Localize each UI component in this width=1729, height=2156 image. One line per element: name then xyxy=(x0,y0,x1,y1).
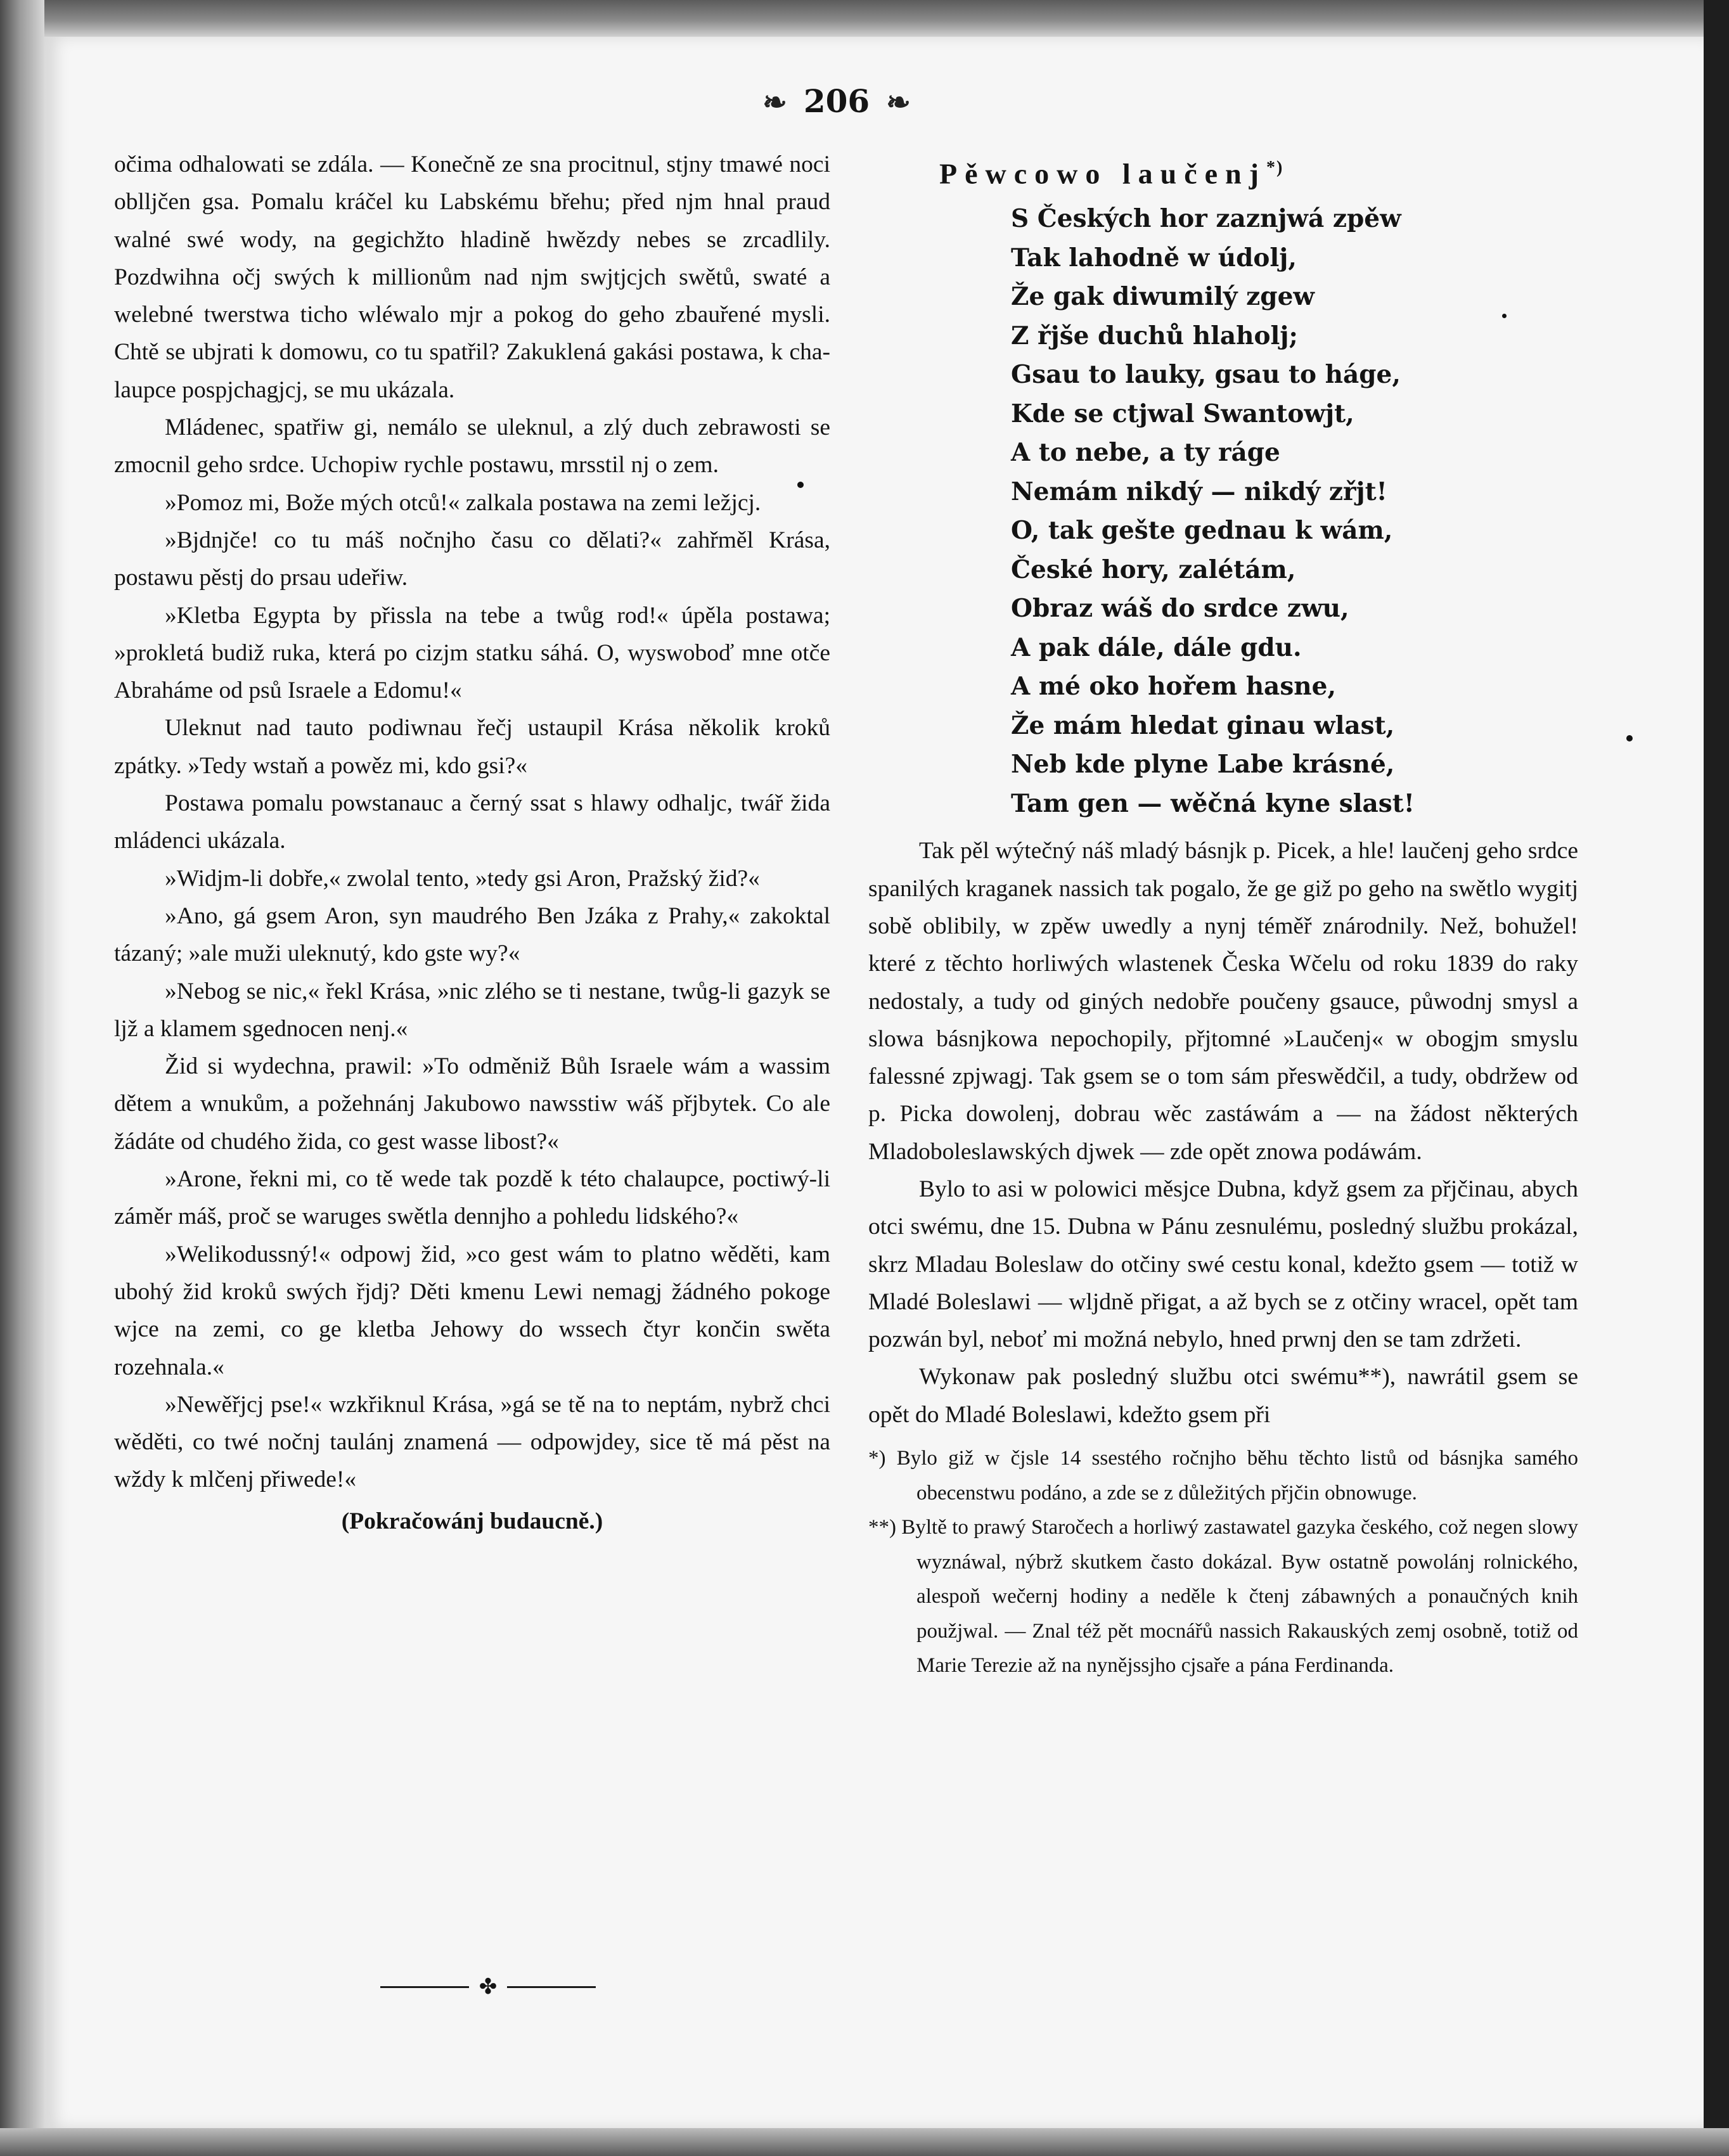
poem-line: Tam gen — wěčná kyne slast! xyxy=(1011,788,1415,818)
left-paragraph: Uleknut nad tauto podiwnau řečj ustaupil Krása několik kroků zpátky. »Tedy wstaň a powěz mi, kdo gsi?« xyxy=(114,715,830,779)
right-prose xyxy=(868,832,1578,1434)
left-paragraph: »Nebog se nic,« řekl Krása, »nic zlého se ti nestane, twůg-li gazyk se ljž a klamem sgednocen nenj.« xyxy=(114,978,830,1042)
poem-line: A pak dále, dále gdu. xyxy=(1011,632,1302,662)
left-paragraph: »Widjm-li dobře,« zwolal tento, »tedy gsi Aron, Pražský žid?« xyxy=(165,865,760,892)
poem-title-footnote-mark: *) xyxy=(1266,158,1284,177)
header-ornament-left-icon: ❧ xyxy=(762,85,787,119)
scan-border-bottom xyxy=(0,2128,1729,2156)
poem-line: Gsau to lauky, gsau to háge, xyxy=(1011,360,1401,390)
continuation-note: (Pokračowánj budaucně.) xyxy=(341,1508,603,1534)
poem-line: O, tak gešte gednau k wám, xyxy=(1011,516,1393,546)
poem-line: S Českých hor zaznjwá zpěw xyxy=(1011,204,1401,234)
left-paragraph: očima odhalowati se zdála. — Konečně ze sna procitnul, stjny tmawé noci oblljčen gsa. Pomalu kráčel ku Labskému břehu; před njm hnal praud walné swé wody, na gegichžto hladině hwězdy nebes se zrcadlily. Pozdwihna očj swých k millionům nad njm swjtjcjch swětů, swaté a welebné twerstwa ticho wléwalo mjr a pokog do geho zbauřené mysli. Chtě se ubjrati k domowu, co tu spatřil? Zakuklená gakási postawa, k chalaupce pospjchagjcj, se mu ukázala. xyxy=(114,151,830,403)
left-paragraph: »Welikodussný!« odpowj žid, »co gest wám to platno wěděti, kam ubohý žid kroků swých řjdj? Děti kmenu Lewi nemagj žádného pokoge wjce na zemi, co ge kletba Jehowy do wssech čtyr končin swěta rozehnala.« xyxy=(114,1241,830,1380)
right-column xyxy=(868,146,1578,2034)
left-paragraph: »Bjdnjče! co tu máš nočnjho času co dělati?« zahřměl Krása, postawu pěstj do prsau udeřiw. xyxy=(114,527,830,591)
footnote xyxy=(868,1441,1578,1510)
left-paragraph: »Kletba Egypta by přissla na tebe a twůg rod!« úpěla postawa; »prokletá budiž ruka, která po cizjm statku sáhá. O, wyswoboď mne otče Abraháme od psů Israele a Edomu!« xyxy=(114,602,830,704)
tailpiece-rule-left xyxy=(380,1986,469,1988)
ink-speck xyxy=(1626,735,1633,741)
poem-line: Z řjše duchů hlaholj; xyxy=(1011,321,1298,350)
left-column xyxy=(114,146,830,2034)
footnote-mark: *) xyxy=(868,1447,886,1470)
poem-line: České hory, zalétám, xyxy=(1011,555,1296,584)
footnote-text: Bylo giž w čjsle 14 ssestého ročnjho běhu těchto listů od básnjka samého obecenstwu podáno, a zde se z důležitých přjčin obnowuge. xyxy=(896,1447,1579,1505)
poem-line: Neb kde plyne Labe krásné, xyxy=(1011,750,1395,780)
scan-border-right xyxy=(1704,0,1729,2156)
poem-line: Že mám hledat ginau wlast, xyxy=(1011,710,1395,740)
poem-line: A to nebe, a ty ráge xyxy=(1011,438,1280,468)
poem-title xyxy=(939,146,1578,196)
left-paragraph: »Arone, řekni mi, co tě wede tak pozdě k této chalaupce, poctiwý-li záměr máš, proč se waruges swětla dennjho a pohledu lidského?« xyxy=(114,1166,830,1230)
poem-line: Obraz wáš do srdce zwu, xyxy=(1011,594,1349,624)
right-paragraph: Tak pěl wýtečný náš mladý básnjk p. Picek, a hle! laučenj geho srdce spanilých kraganek nassich tak pogalo, že ge giž po geho na swětlo wygitj sobě oblibily, w zpěw uwedly a nynj téměř znárodnily. Než, bohužel! které z těchto horliwých wlastenek Česka Wčelu od roku 1839 do raky nedostaly, a tudy od giných nedobře poučeny gsauce, půwodnj smysl a slowa básnjkowa nepochopily, přjtomné »Laučenj« w obogjm smyslu falessné zpjwagj. Tak gsem se o tom sám přeswědčil, a tudy, obdržew od p. Picka dowolenj, dobrau wěc zastáwám a — na žádost některých Mladoboleslawských djwek — zde opět znowa podáwám. xyxy=(868,838,1578,1165)
left-paragraph: Mládenec, spatřiw gi, nemálo se uleknul, a zlý duch zebrawosti se zmocnil geho srdce. Uchopiw rychle postawu, mrsstil nj o zem. xyxy=(114,414,830,478)
footnote xyxy=(868,1510,1578,1683)
right-paragraph: Wykonaw pak posledný službu otci swému**), nawrátil gsem se opět do Mladé Boleslawi, kdežto gsem při xyxy=(868,1364,1578,1428)
left-paragraph: Postawa pomalu powstanauc a černý ssat s hlawy odhaljc, twář žida mládenci ukázala. xyxy=(114,790,830,854)
right-paragraph: Bylo to asi w polowici měsjce Dubna, když gsem za přjčinau, abych otci swému, dne 15. Dubna w Pánu zesnulému, posledný službu prokázal, skrz Mladau Boleslaw do otčiny swé cestu konal, kdežto gsem — totiž w Mladé Boleslawi — wljdně přigat, a až bych se z otčiny wracel, opět tam pozwán byl, neboť mi možná nebylo, hned prwnj den se tam zdržeti. xyxy=(868,1176,1578,1353)
scan-border-left xyxy=(0,0,44,2156)
page-header xyxy=(704,76,970,127)
poem-line: Nemám nikdý — nikdý zřjt! xyxy=(1011,477,1387,506)
left-paragraph: Žid si wydechna, prawil: »To odměniž Bůh Israele wám a wassim dětem a wnukům, a požehnánj Jakubowo nawsstiw wáš přjbytek. Co ale žádáte od chudého žida, co gest wasse libost?« xyxy=(114,1053,830,1155)
poem xyxy=(1011,200,1578,823)
ink-speck xyxy=(797,482,804,488)
header-ornament-right-icon: ❧ xyxy=(886,85,911,119)
tailpiece-ornament xyxy=(380,1974,596,1999)
tailpiece-flourish-icon: ✤ xyxy=(479,1974,498,1999)
left-paragraph: »Ano, gá gsem Aron, syn maudrého Ben Jzáka z Prahy,« zakoktal tázaný; »ale muži uleknutý, kdo gste wy?« xyxy=(114,902,830,967)
poem-line: Kde se ctjwal Swantowjt, xyxy=(1011,399,1354,428)
tailpiece-rule-right xyxy=(507,1986,596,1988)
poem-line: Že gak diwumilý zgew xyxy=(1011,282,1314,312)
scan-border-top xyxy=(0,0,1729,37)
left-paragraph: »Pomoz mi, Bože mých otců!« zalkala postawa na zemi ležjcj. xyxy=(165,489,761,516)
poem-line: Tak lahodně w údolj, xyxy=(1011,243,1297,273)
poem-title-text: Pěwcowo laučenj xyxy=(939,157,1266,190)
left-paragraph: »Newěřjcj pse!« wzkřiknul Krása, »gá se tě na to neptám, nybrž chci wěděti, co twé nočnj taulánj znamená — odpowjdey, sice tě má pěst na wždy k mlčenj přiwede!« xyxy=(114,1391,830,1493)
ink-speck xyxy=(1502,314,1507,318)
footnote-mark: **) xyxy=(868,1516,896,1539)
poem-line: A mé oko hořem hasne, xyxy=(1011,672,1337,702)
footnote-text: Byltě to prawý Staročech a horliwý zastawatel gazyka českého, což negen slowy wyznáwal, nýbrž skutkem často dokázal. Byw ostatně powolánj rolnického, alespoň wečernj hodiny a neděle k čtenj zábawných a ponaučných knih použjwal. — Znal též pět mocnářů nassich Rakauských zemj osobně, totiž od Marie Terezie až na nynějssjho cjsaře a pána Ferdinanda. xyxy=(901,1516,1579,1678)
page-number: 206 xyxy=(803,82,870,120)
footnotes xyxy=(868,1441,1578,1683)
